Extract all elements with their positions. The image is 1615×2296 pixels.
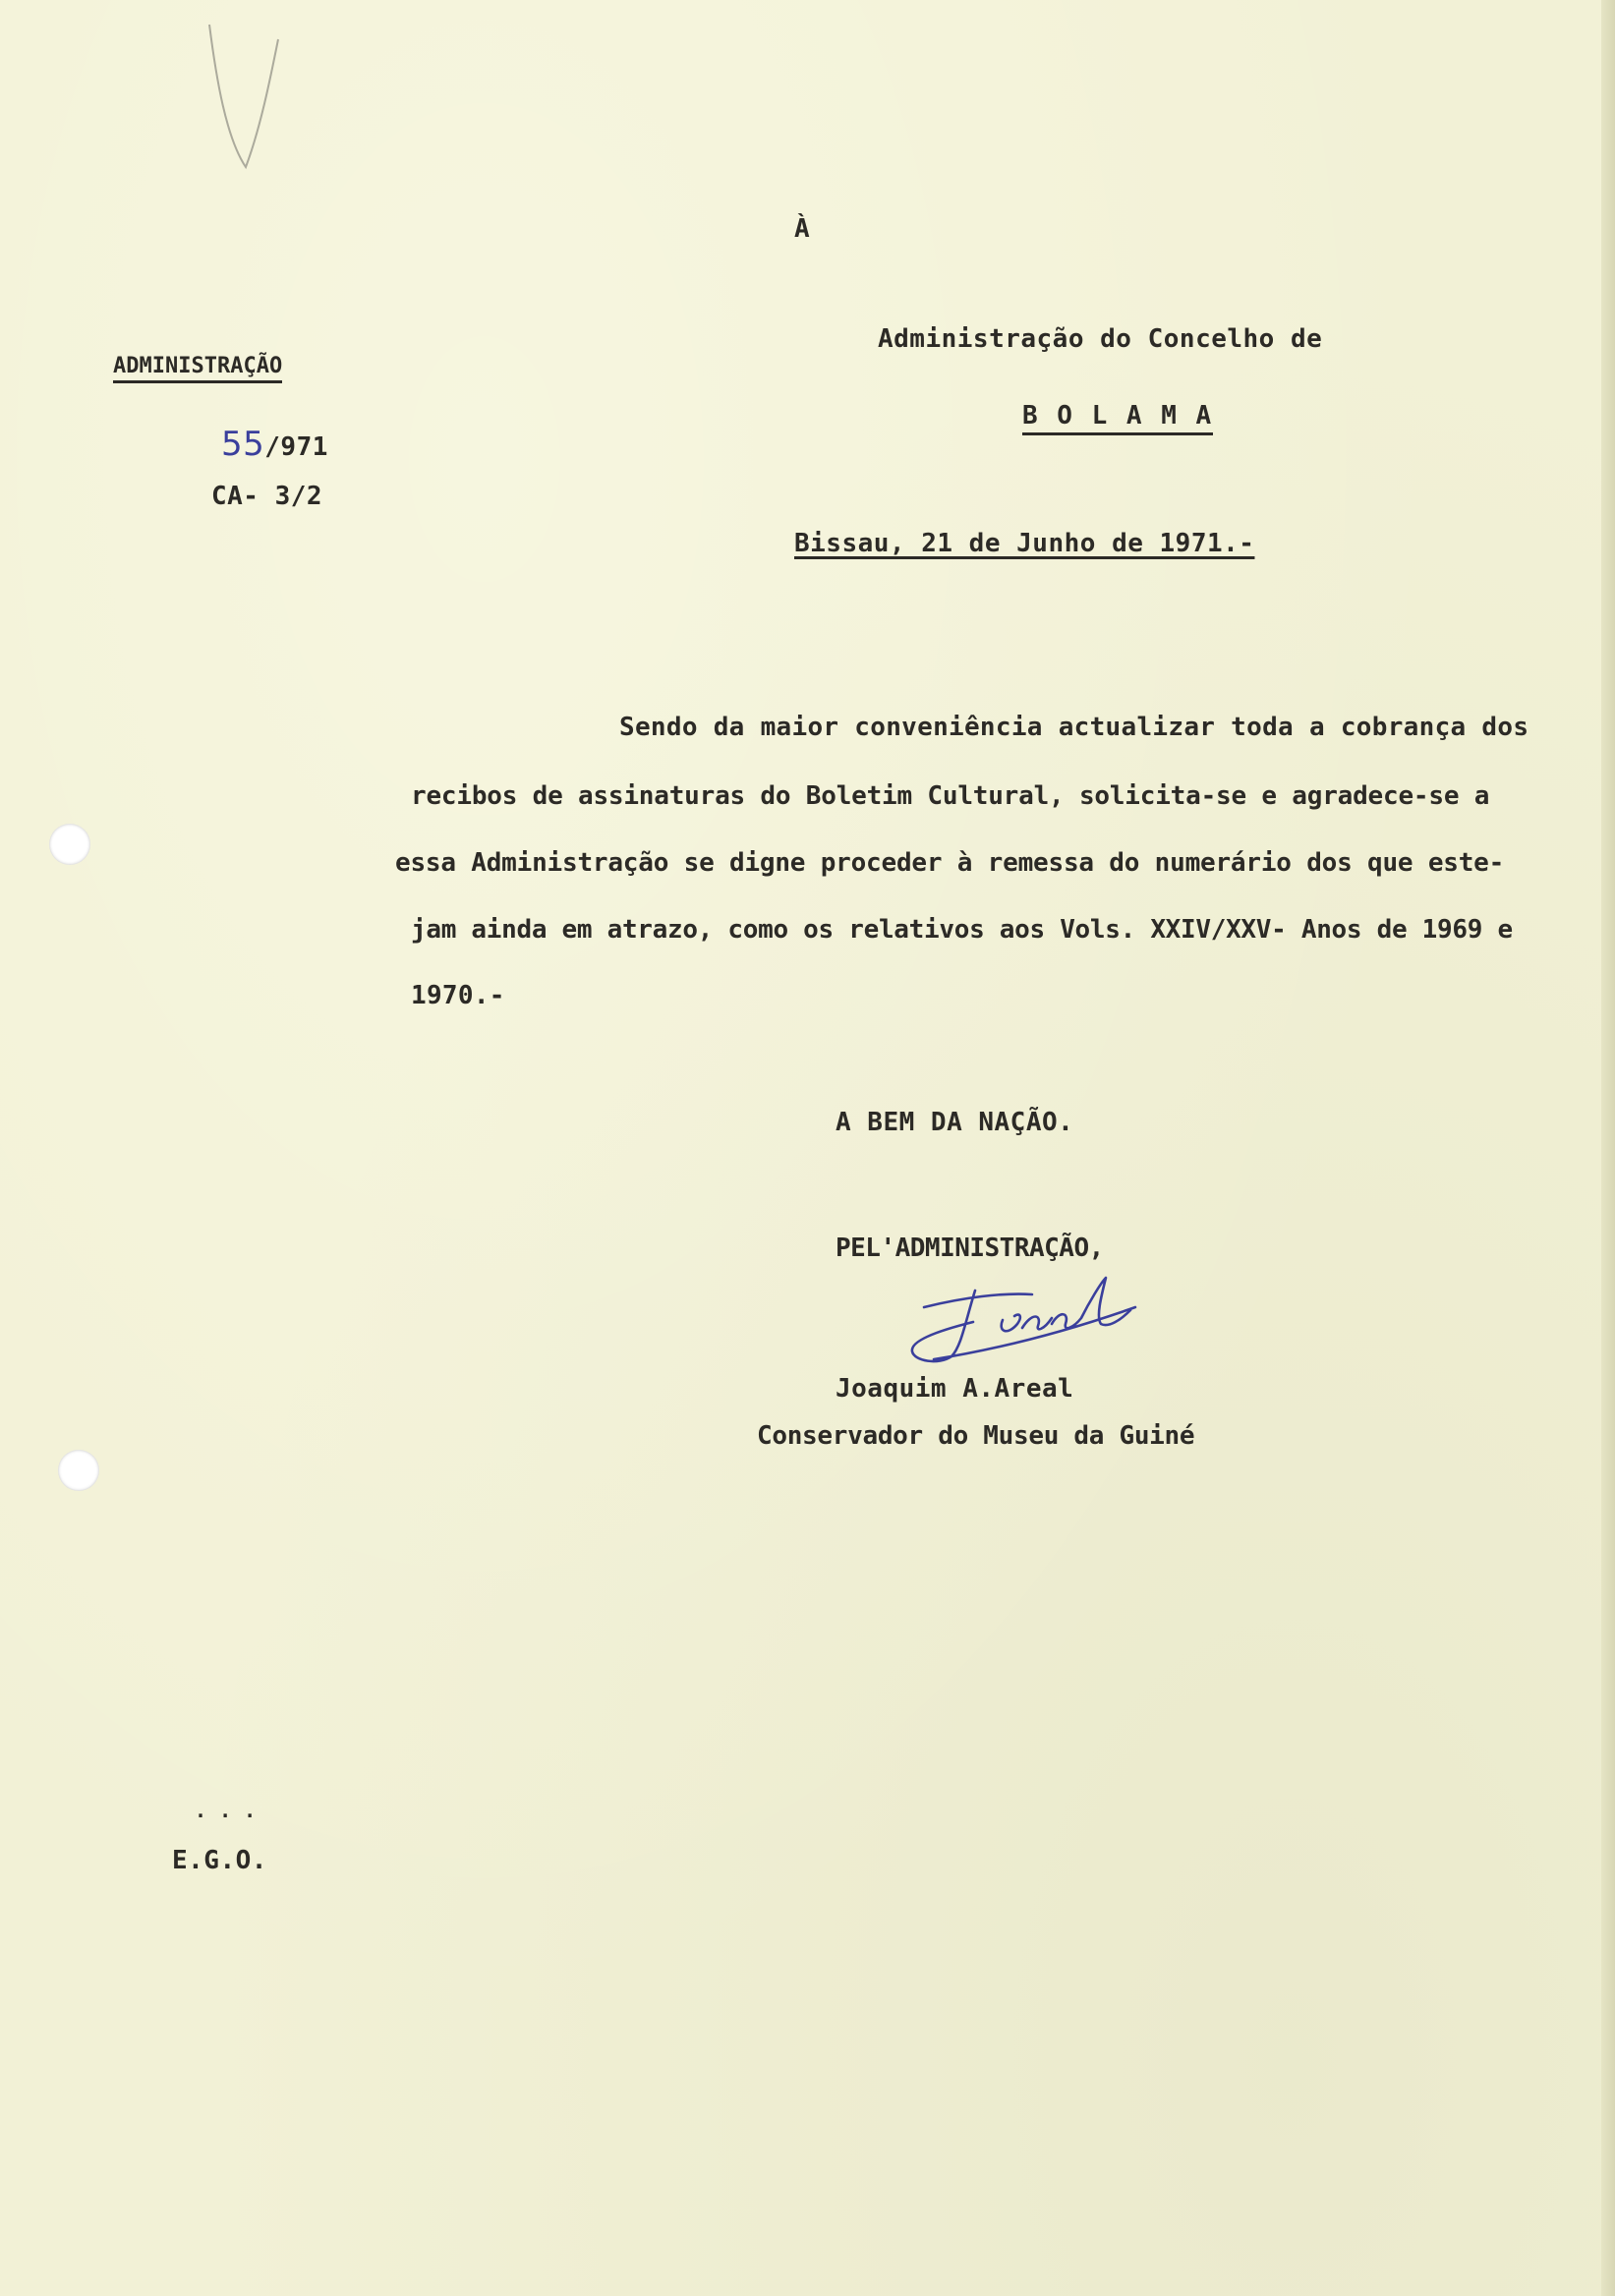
recipient-line: Administração do Concelho de xyxy=(878,324,1323,354)
handwritten-signature-icon xyxy=(904,1263,1145,1371)
body-line: essa Administração se digne proceder à remessa do numerário dos que este- xyxy=(395,848,1505,878)
footer-dots: . . . xyxy=(195,1799,257,1822)
typed-number: /971 xyxy=(264,432,328,462)
reference-code: CA- 3/2 xyxy=(211,482,323,511)
punch-hole-top xyxy=(49,824,90,865)
body-line: Sendo da maior conveniência actualizar toda a cobrança dos xyxy=(619,713,1529,742)
signature-by-line: PEL'ADMINISTRAÇÃO, xyxy=(836,1234,1104,1263)
recipient-prefix: À xyxy=(794,214,811,244)
punch-hole-bottom xyxy=(58,1450,99,1491)
page-edge-shadow xyxy=(1601,0,1615,2296)
body-line: 1970.- xyxy=(411,981,505,1010)
clip-mark-icon xyxy=(202,20,290,177)
body-line: jam ainda em atrazo, como os relativos aos Vols. XXIV/XXV- Anos de 1969 e xyxy=(411,915,1513,945)
closing: A BEM DA NAÇÃO. xyxy=(836,1108,1074,1137)
reference-number xyxy=(221,425,328,464)
sender-label: ADMINISTRAÇÃO xyxy=(113,354,282,383)
signature-title: Conservador do Museu da Guiné xyxy=(757,1421,1195,1451)
recipient-place: B O L A M A xyxy=(1022,401,1213,435)
date-line: Bissau, 21 de Junho de 1971.- xyxy=(794,529,1255,558)
footer-initials: E.G.O. xyxy=(172,1846,267,1875)
handwritten-number: 55 xyxy=(221,425,265,464)
signature-name: Joaquim A.Areal xyxy=(836,1374,1074,1404)
body-line: recibos de assinaturas do Boletim Cultural, solicita-se e agradece-se a xyxy=(411,781,1490,811)
